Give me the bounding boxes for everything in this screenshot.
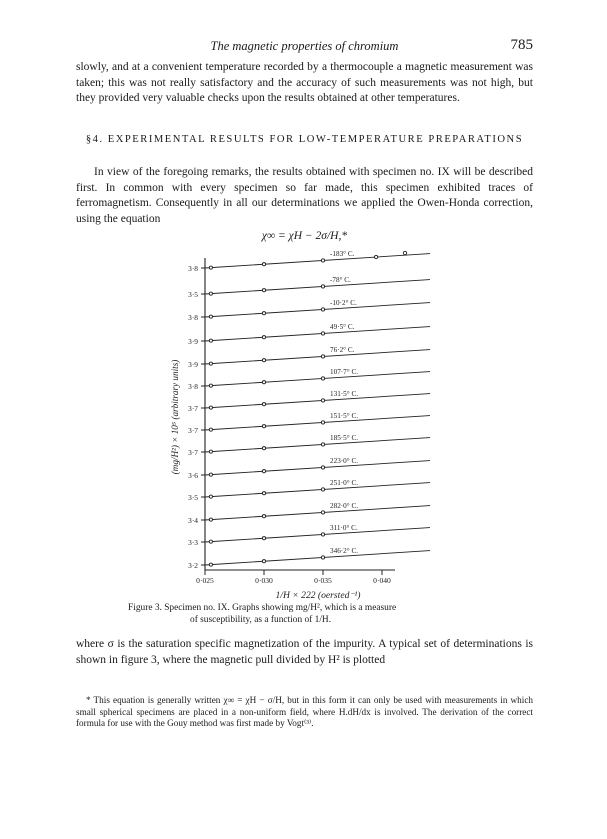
figure-caption (128, 603, 488, 626)
x-tick-label: 0·035 (314, 576, 332, 585)
series-label: 346·2° C. (330, 547, 359, 555)
data-point (403, 251, 406, 254)
series-line (205, 303, 430, 317)
x-tick-label: 0·030 (255, 576, 273, 585)
data-point (262, 359, 265, 362)
y-tick-label: 3·8 (188, 264, 198, 273)
y-axis-label: (mg/H²) × 10⁵ (arbitrary units) (170, 359, 180, 475)
y-tick-label: 3·9 (188, 360, 198, 369)
series-line (205, 394, 430, 408)
data-point (209, 473, 212, 476)
y-tick-label: 3·7 (188, 404, 198, 413)
series-label: 151·5° C. (330, 412, 359, 420)
data-point (262, 403, 265, 406)
data-point (209, 428, 212, 431)
data-point (321, 556, 324, 559)
series-label: 76·2° C. (330, 346, 355, 354)
y-tick-label: 3·7 (188, 448, 198, 457)
data-point (262, 537, 265, 540)
data-point (209, 406, 212, 409)
data-point (321, 421, 324, 424)
series-label: 49·5° C. (330, 323, 355, 331)
y-tick-label: 3·9 (188, 337, 198, 346)
data-point (209, 540, 212, 543)
series-line (205, 528, 430, 542)
data-point (321, 488, 324, 491)
body-paragraph: In view of the foregoing remarks, the results obtained with specimen no. IX will be described first. In common with every specimen so far made, this specimen exhibited traces of ferromagnetism. Consequently in all our determinations we applied the Owen-Honda correction, using the equation (76, 166, 533, 225)
series-line (205, 506, 430, 520)
intro-paragraph: slowly, and at a convenient temperature recorded by a thermocouple a magnetic measurement was taken; this was not really satisfactory and the accuracy of such measurements was not high, but they provided very valuable checks upon the results obtained at other temperatures. (76, 61, 533, 105)
owen-honda-equation: χ∞ = χH − 2σ/H,* (261, 230, 348, 242)
section-heading: §4. EXPERIMENTAL RESULTS FOR LOW-TEMPERATURE PREPARATIONS (85, 134, 524, 145)
data-point (321, 533, 324, 536)
y-tick-label: 3·5 (188, 493, 198, 502)
y-tick-label: 3·8 (188, 313, 198, 322)
series-label: 107·7° C. (330, 368, 359, 376)
data-point (209, 450, 212, 453)
data-point (209, 362, 212, 365)
series-label: 185·5° C. (330, 434, 359, 442)
x-tick-label: 0·025 (196, 576, 214, 585)
y-tick-label: 3·2 (188, 561, 198, 570)
series-label: 131·5° C. (330, 390, 359, 398)
series-line (205, 280, 430, 294)
x-axis-label: 1/H × 222 (oersted⁻¹) (275, 590, 361, 601)
series-line (205, 254, 430, 268)
y-tick-label: 3·4 (188, 516, 198, 525)
running-title: The magnetic properties of chromium (210, 39, 399, 53)
data-point (321, 259, 324, 262)
data-point (262, 381, 265, 384)
caption-line-1: Figure 3. Specimen no. IX. Graphs showing mg/H², which is a measure (128, 603, 397, 613)
y-tick-label: 3·7 (188, 426, 198, 435)
series-label: 311·0° C. (330, 524, 358, 532)
x-tick-label: 0·040 (373, 576, 391, 585)
data-point (209, 563, 212, 566)
data-point (262, 492, 265, 495)
footnote: * This equation is generally written χ∞ = χH − σ/H, but in this form it can only be used with measurements in which small spherical specimens are placed in a non-uniform field, where H.dH/dx is involved. The derivation of the correct formula for use with the Gouy method was first made by Vogt⁽³⁾. (76, 695, 533, 729)
data-point (262, 425, 265, 428)
series-label: -78° C. (330, 276, 351, 284)
data-point (209, 292, 212, 295)
data-point (262, 336, 265, 339)
data-point (321, 285, 324, 288)
y-tick-label: 3·6 (188, 471, 198, 480)
data-point (209, 518, 212, 521)
series-label: -183° C. (330, 250, 355, 258)
series-line (205, 438, 430, 452)
axis-layer (201, 258, 395, 575)
series-layer (205, 251, 430, 566)
series-label: 282·0° C. (330, 502, 359, 510)
series-line (205, 483, 430, 497)
data-point (209, 266, 212, 269)
series-line (205, 327, 430, 341)
data-point (209, 384, 212, 387)
data-point (321, 511, 324, 514)
data-point (262, 312, 265, 315)
series-label: 251·0° C. (330, 479, 359, 487)
series-line (205, 350, 430, 364)
series-label: -10·2° C. (330, 299, 357, 307)
data-point (209, 339, 212, 342)
data-point (321, 377, 324, 380)
data-point (321, 399, 324, 402)
page-number: 785 (510, 37, 533, 53)
data-point (262, 470, 265, 473)
series-line (205, 461, 430, 475)
data-point (209, 495, 212, 498)
data-point (262, 447, 265, 450)
data-point (321, 443, 324, 446)
data-point (321, 466, 324, 469)
closing-paragraph: where σ is the saturation specific magnetization of the impurity. A typical set of determinations is shown in figure 3, where the magnetic pull divided by H² is plotted (76, 638, 533, 666)
series-line (205, 551, 430, 565)
data-point (262, 560, 265, 563)
series-line (205, 372, 430, 386)
data-point (321, 308, 324, 311)
caption-line-2: of susceptibility, as a function of 1/H. (190, 614, 332, 625)
series-line (205, 416, 430, 430)
y-tick-label: 3·3 (188, 538, 198, 547)
data-point (262, 289, 265, 292)
y-tick-label: 3·8 (188, 382, 198, 391)
data-point (321, 332, 324, 335)
series-label: 223·0° C. (330, 457, 359, 465)
data-point (321, 355, 324, 358)
data-point (262, 515, 265, 518)
data-point (375, 255, 378, 258)
data-point (209, 315, 212, 318)
y-tick-label: 3·5 (188, 290, 198, 299)
data-point (262, 263, 265, 266)
